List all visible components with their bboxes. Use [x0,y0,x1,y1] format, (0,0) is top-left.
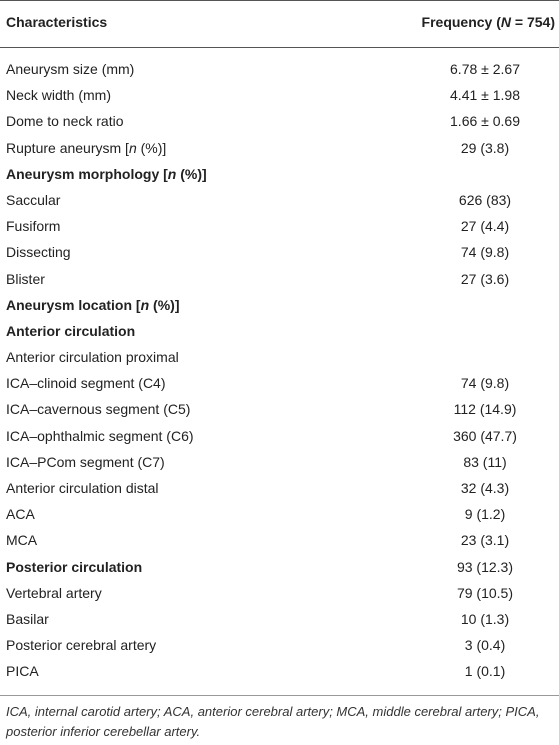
row-value: 27 (3.6) [460,270,510,287]
row-value: 29 (3.8) [460,139,510,156]
row-value: 79 (10.5) [456,584,514,601]
row-value: 1.66 ± 0.69 [450,113,520,130]
row-label: Anterior circulation distal [6,480,159,496]
table-row [0,502,559,528]
row-label: Basilar [6,610,49,627]
row-label-suffix: (%)] [149,296,180,313]
table-row [0,240,559,266]
row-label [6,166,207,182]
row-label: Fusiform [6,218,61,235]
row-value: 1 (0.1) [464,663,506,680]
row-value: 626 (83) [458,191,512,208]
row-label: ICA–cavernous segment (C5) [6,401,191,418]
header-frequency-suffix: = 754) [511,14,555,30]
row-value: 32 (4.3) [460,480,510,496]
row-label: Dissecting [6,244,71,261]
row-label-prefix: Rupture aneurysm [ [6,139,129,156]
row-label: ICA–clinoid segment (C4) [6,375,166,392]
table-row [0,345,559,371]
row-value: 74 (9.8) [460,244,510,261]
row-label: Anterior circulation [6,322,136,339]
row-label: Dome to neck ratio [6,113,124,130]
table-row [0,424,559,450]
table-row [0,319,559,345]
row-value: 10 (1.3) [460,610,510,627]
header-frequency-n: N [500,14,512,30]
table-row [0,555,559,581]
row-value: 9 (1.2) [464,506,506,523]
table-body [0,57,559,686]
row-label-prefix: Aneurysm morphology [ [6,165,168,182]
table-row [0,57,559,83]
row-label: Posterior circulation [6,558,143,575]
header-characteristics: Characteristics [6,14,108,30]
row-label: Posterior cerebral artery [6,637,157,654]
row-label: ICA–ophthalmic segment (C6) [6,427,194,444]
row-label: ACA [6,506,35,523]
table-row [0,633,559,659]
row-value: 23 (3.1) [460,532,510,549]
row-label-suffix: (%)] [176,165,207,182]
table-row [0,293,559,319]
table-row [0,214,559,240]
header-frequency-prefix: Frequency ( [421,14,501,30]
table-footnote: ICA, internal carotid artery; ACA, anterior cerebral artery; MCA, middle cerebral artery; PICA, posterior inferior cerebellar artery. [6,704,540,739]
table-row [0,397,559,423]
row-value: 360 (47.7) [453,427,517,444]
row-label-n: n [128,139,137,156]
table-row [0,109,559,135]
table-row [0,476,559,502]
table-row [0,162,559,188]
row-label [6,140,166,156]
table-row [0,450,559,476]
footnote-rule [0,695,559,696]
row-label: ICA–PCom segment (C7) [6,453,165,470]
row-label: Anterior circulation proximal [6,349,179,366]
header-frequency [422,14,555,30]
row-label: Vertebral artery [6,584,102,601]
row-value: 74 (9.8) [460,375,510,392]
row-label-prefix: Aneurysm location [ [6,296,141,313]
row-value: 112 (14.9) [453,401,517,418]
row-label: MCA [6,532,38,549]
row-value: 6.78 ± 2.67 [450,61,520,77]
row-value: 4.41 ± 1.98 [450,87,520,104]
row-label: Neck width (mm) [6,87,112,104]
table-row [0,528,559,554]
row-label: Aneurysm size (mm) [6,61,135,77]
table-row [0,659,559,685]
row-label-n: n [140,296,150,313]
table-row [0,188,559,214]
row-label: Saccular [6,191,61,208]
header-rule [0,47,559,48]
row-label: Blister [6,270,45,287]
row-label [6,297,179,313]
table-row [0,607,559,633]
table-row [0,581,559,607]
row-label-suffix: (%)] [136,139,167,156]
row-value: 83 (11) [463,453,507,470]
row-value: 93 (12.3) [456,558,514,575]
table-row [0,371,559,397]
row-value: 3 (0.4) [464,637,506,654]
row-label: PICA [6,663,39,680]
row-label-n: n [167,165,177,182]
table-header [0,0,559,48]
table-row [0,136,559,162]
table-row [0,83,559,109]
row-value: 27 (4.4) [460,218,510,235]
table-row [0,267,559,293]
